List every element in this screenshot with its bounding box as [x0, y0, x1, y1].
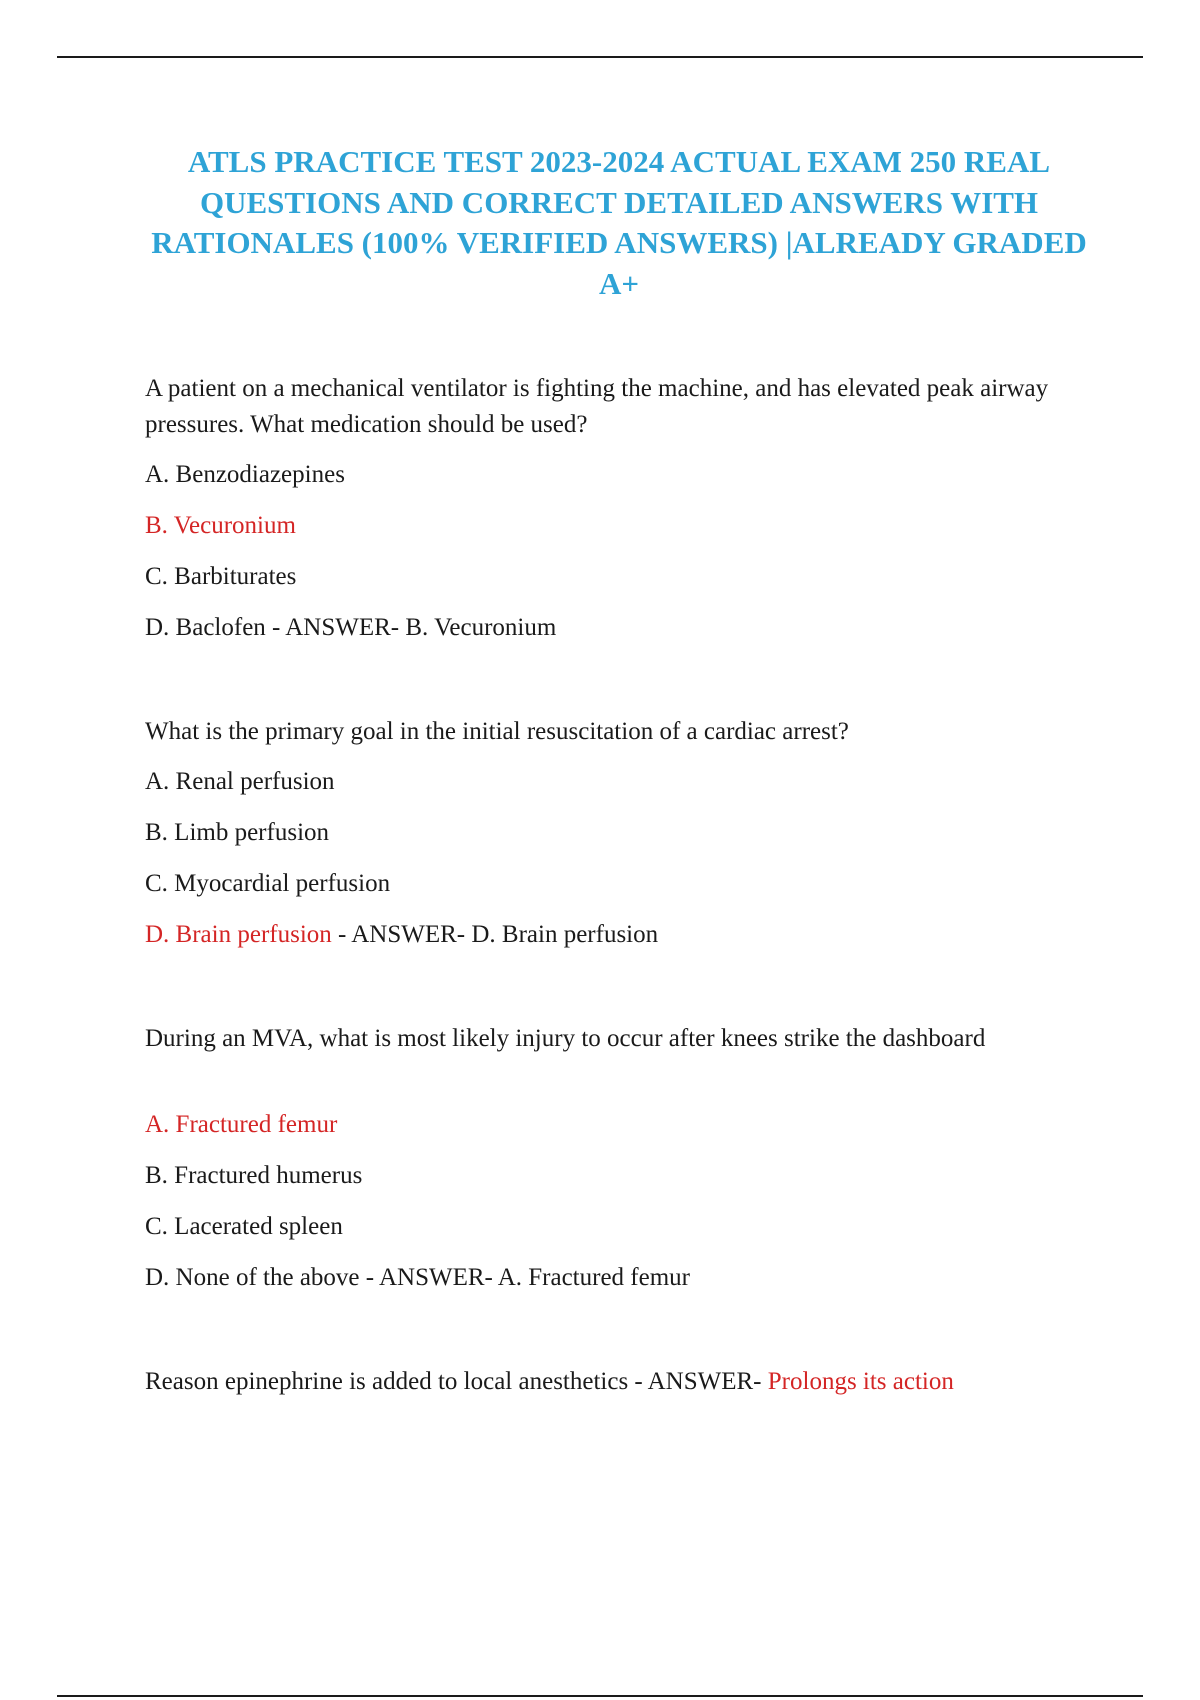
option-b-correct: B. Vecuronium: [145, 512, 296, 539]
option-a-correct: A. Fractured femur: [145, 1111, 338, 1138]
question-block-4: [145, 1364, 1095, 1400]
answer-highlight: Prolongs its action: [767, 1368, 954, 1395]
question-prompt: Reason epinephrine is added to local anesthetics - ANSWER-: [145, 1368, 768, 1395]
option-b: B. Limb perfusion: [145, 819, 330, 846]
question-text: A patient on a mechanical ventilator is fighting the machine, and has elevated peak airway pressures. What medication should be used?: [145, 375, 1049, 438]
question-text: During an MVA, what is most likely injury to occur after knees strike the dashboard: [145, 1025, 986, 1052]
option-d: [145, 610, 1095, 661]
option-c: C. Myocardial perfusion: [145, 870, 391, 897]
question-text: [145, 1364, 1095, 1400]
question-block-2: [145, 714, 1095, 968]
question-text: What is the primary goal in the initial resuscitation of a cardiac arrest?: [145, 718, 849, 745]
option-d: [145, 1260, 1095, 1311]
option-a: A. Renal perfusion: [145, 768, 335, 795]
option-d-label: D. None of the above: [145, 1264, 360, 1291]
option-d: [145, 917, 1095, 968]
question-block-3: [145, 1021, 1095, 1311]
document-title: ATLS PRACTICE TEST 2023-2024 ACTUAL EXAM 250 REAL QUESTIONS AND CORRECT DETAILED ANSWERS WITH RATIONALES (100% VERIFIED ANSWERS) |ALREADY GRADED A+: [151, 144, 1087, 301]
option-c: C. Lacerated spleen: [145, 1213, 343, 1240]
answer-suffix: - ANSWER- D. Brain perfusion: [331, 921, 659, 948]
question-block-1: [145, 371, 1095, 661]
option-a: A. Benzodiazepines: [145, 461, 345, 488]
option-d-correct: D. Brain perfusion: [145, 921, 332, 948]
answer-suffix: - ANSWER- B. Vecuronium: [265, 614, 557, 641]
top-rule: [57, 56, 1143, 58]
answer-suffix: - ANSWER- A. Fractured femur: [359, 1264, 690, 1291]
bottom-rule: [57, 1695, 1143, 1697]
option-b: B. Fractured humerus: [145, 1162, 363, 1189]
option-d-label: D. Baclofen: [145, 614, 266, 641]
option-c: C. Barbiturates: [145, 563, 297, 590]
